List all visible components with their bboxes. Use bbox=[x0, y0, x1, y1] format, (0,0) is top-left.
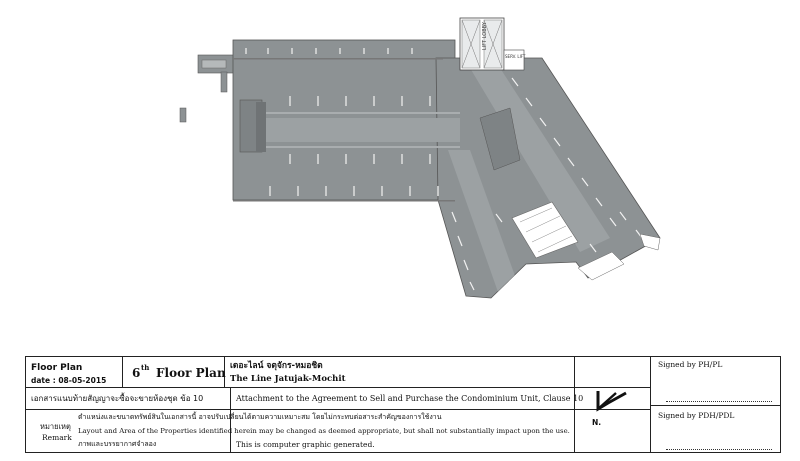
signature-line-pdh bbox=[666, 449, 772, 450]
attachment-th: เอกสารแนบท้ายสัญญาจะซื้อจะขายห้องชุด ข้อ 10 bbox=[31, 394, 204, 403]
north-arrow-icon bbox=[594, 387, 634, 417]
remark-line3-en: This is computer graphic generated. bbox=[236, 440, 375, 449]
north-label: N. bbox=[592, 418, 602, 427]
lift-lobby-block bbox=[460, 18, 526, 70]
floor-title: Floor Plan bbox=[156, 366, 226, 380]
project-name-th: เดอะไลน์ จตุจักร-หมอชิต bbox=[230, 361, 323, 371]
project-name-en: The Line Jatujak-Mochit bbox=[230, 374, 346, 384]
remark-th: หมายเหตุ bbox=[40, 422, 71, 431]
signed-pdh-label: Signed by PDH/PDL bbox=[658, 411, 735, 420]
plan-date: date : 08-05-2015 bbox=[31, 376, 107, 385]
entry-ramp-structure bbox=[180, 55, 234, 122]
floor-suffix: th bbox=[141, 363, 150, 372]
floor-plan-label: Floor Plan bbox=[31, 363, 83, 373]
signature-line-ph bbox=[666, 401, 772, 402]
service-lift-label: SERV. LIFT bbox=[505, 54, 526, 59]
lift-lobby-label: LIFT LOBBY bbox=[482, 22, 488, 50]
remark-line1-th: ตำแหน่งและขนาดทรัพย์สินในเอกสารนี้ อาจปรับเปลี่ยนได้ตามความเหมาะสม โดยไม่กระทบต่อสาระสำคัญของการใช้งาน bbox=[78, 413, 442, 421]
floor-number: 6 bbox=[132, 366, 141, 380]
attachment-en: Attachment to the Agreement to Sell and Purchase the Condominium Unit, Clause 10 bbox=[236, 394, 584, 403]
signed-ph-label: Signed by PH/PL bbox=[658, 360, 723, 369]
remark-line2-en: Layout and Area of the Properties identified herein may be changed as deemed appropriate, but shall not substantially impact upon the use. bbox=[78, 427, 570, 435]
remark-line3-th: ภาพและบรรยากาศจำลอง bbox=[78, 440, 157, 448]
title-block bbox=[25, 356, 781, 453]
remark-en: Remark bbox=[42, 433, 72, 442]
